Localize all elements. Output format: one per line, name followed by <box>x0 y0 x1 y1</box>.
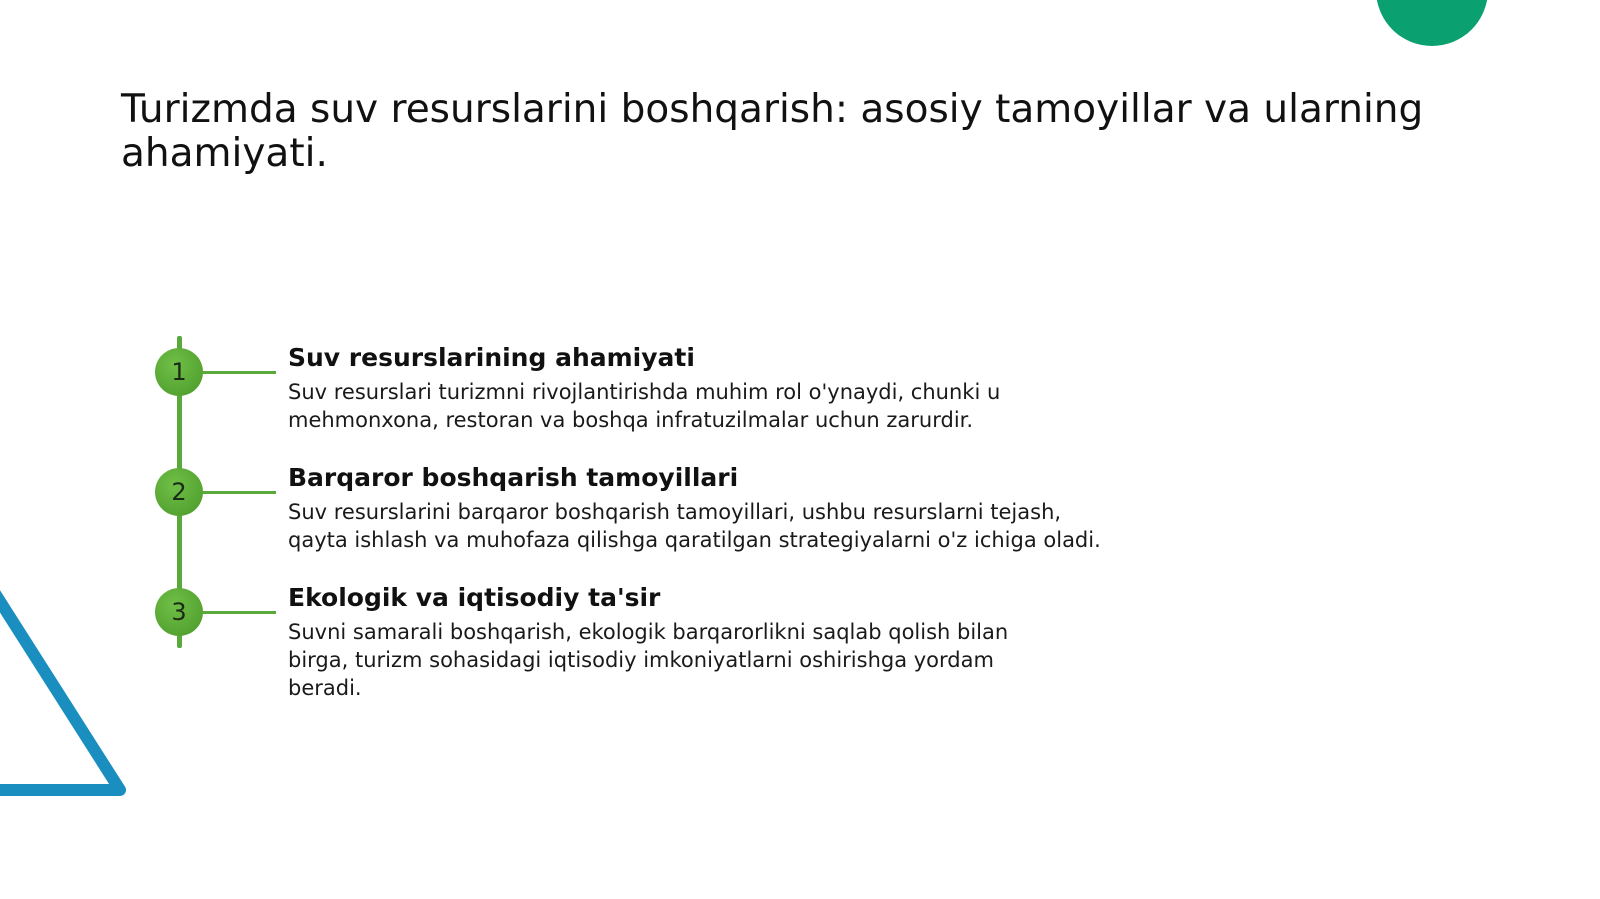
timeline-connector-3 <box>203 611 276 614</box>
timeline-item-heading-3: Ekologik va iqtisodiy ta'sir <box>288 583 661 612</box>
timeline-item-heading-2: Barqaror boshqarish tamoyillari <box>288 463 739 492</box>
timeline-item-heading-1: Suv resurslarining ahamiyati <box>288 343 695 372</box>
timeline-connector-2 <box>203 491 276 494</box>
timeline-node-1: 1 <box>155 348 203 396</box>
timeline-item-description-1: Suv resurslari turizmni rivojlantirishda muhim rol o'ynaydi, chunki u mehmonxona, restoran va boshqa infratuzilmalar uchun zarurdir. <box>288 380 1001 432</box>
timeline-item-description-2: Suv resurslarini barqaror boshqarish tamoyillari, ushbu resurslarni tejash, qayta ishlash va muhofaza qilishga qaratilgan strategiyalarni o'z ichiga oladi. <box>288 500 1101 552</box>
slide-title: Turizmda suv resurslarini boshqarish: asosiy tamoyillar va ularning ahamiyati. <box>121 87 1424 176</box>
timeline-connector-1 <box>203 371 276 374</box>
timeline-item-description-3: Suvni samarali boshqarish, ekologik barqarorlikni saqlab qolish bilan birga, turizm sohasidagi iqtisodiy imkoniyatlarni oshirishga yordam beradi. <box>288 620 1009 700</box>
timeline-node-3: 3 <box>155 588 203 636</box>
timeline-node-2: 2 <box>155 468 203 516</box>
